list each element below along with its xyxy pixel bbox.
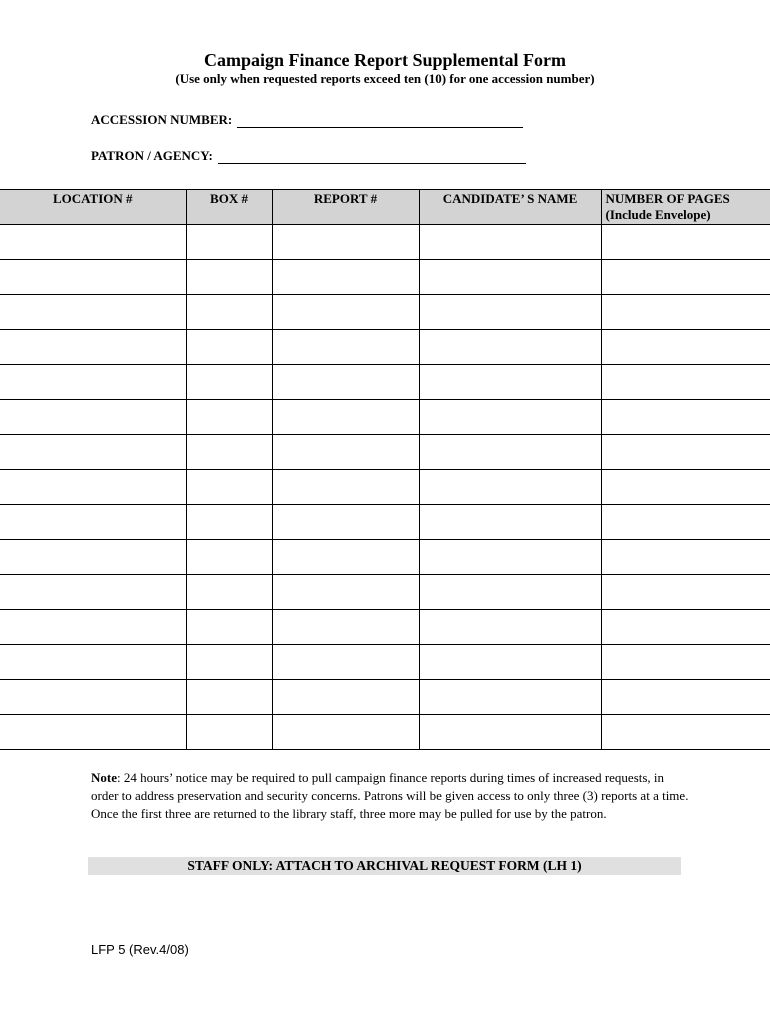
cell-report[interactable] (272, 225, 419, 260)
cell-report[interactable] (272, 505, 419, 540)
cell-candidate-name[interactable] (419, 575, 601, 610)
cell-report[interactable] (272, 295, 419, 330)
cell-number-of-pages[interactable] (601, 715, 770, 750)
cell-candidate-name[interactable] (419, 610, 601, 645)
cell-number-of-pages[interactable] (601, 365, 770, 400)
cell-location[interactable] (0, 400, 186, 435)
cell-box[interactable] (186, 295, 272, 330)
table-row (0, 610, 770, 645)
cell-number-of-pages[interactable] (601, 505, 770, 540)
table-row (0, 540, 770, 575)
table-row (0, 470, 770, 505)
header-candidate-name: CANDIDATE’ S NAME (419, 190, 601, 225)
cell-box[interactable] (186, 715, 272, 750)
table-row (0, 575, 770, 610)
header-number-of-pages-label: NUMBER OF PAGES (605, 191, 730, 206)
form-revision-footer: LFP 5 (Rev.4/08) (91, 942, 189, 957)
cell-report[interactable] (272, 575, 419, 610)
cell-number-of-pages[interactable] (601, 680, 770, 715)
table-row (0, 330, 770, 365)
patron-agency-field (91, 148, 526, 164)
cell-candidate-name[interactable] (419, 435, 601, 470)
cell-location[interactable] (0, 575, 186, 610)
cell-candidate-name[interactable] (419, 470, 601, 505)
cell-location[interactable] (0, 540, 186, 575)
cell-report[interactable] (272, 330, 419, 365)
cell-report[interactable] (272, 610, 419, 645)
cell-location[interactable] (0, 260, 186, 295)
cell-location[interactable] (0, 680, 186, 715)
cell-candidate-name[interactable] (419, 330, 601, 365)
cell-location[interactable] (0, 610, 186, 645)
cell-number-of-pages[interactable] (601, 260, 770, 295)
cell-box[interactable] (186, 365, 272, 400)
patron-agency-label: PATRON / AGENCY: (91, 148, 213, 163)
cell-box[interactable] (186, 470, 272, 505)
table-row (0, 295, 770, 330)
cell-box[interactable] (186, 610, 272, 645)
table-row (0, 645, 770, 680)
cell-number-of-pages[interactable] (601, 470, 770, 505)
cell-number-of-pages[interactable] (601, 575, 770, 610)
cell-report[interactable] (272, 365, 419, 400)
patron-agency-line[interactable] (218, 150, 526, 164)
cell-box[interactable] (186, 400, 272, 435)
table-row (0, 400, 770, 435)
cell-report[interactable] (272, 435, 419, 470)
cell-box[interactable] (186, 645, 272, 680)
cell-location[interactable] (0, 365, 186, 400)
staff-only-banner: STAFF ONLY: ATTACH TO ARCHIVAL REQUEST FORM (LH 1) (88, 857, 681, 875)
table-row (0, 715, 770, 750)
table-row (0, 680, 770, 715)
note-paragraph (91, 769, 691, 823)
cell-number-of-pages[interactable] (601, 225, 770, 260)
accession-number-label: ACCESSION NUMBER: (91, 112, 233, 127)
cell-report[interactable] (272, 680, 419, 715)
cell-candidate-name[interactable] (419, 225, 601, 260)
cell-number-of-pages[interactable] (601, 400, 770, 435)
cell-location[interactable] (0, 225, 186, 260)
header-number-of-pages (601, 190, 770, 225)
form-subtitle: (Use only when requested reports exceed ten (10) for one accession number) (175, 71, 595, 86)
table-body (0, 225, 770, 750)
cell-report[interactable] (272, 540, 419, 575)
cell-number-of-pages[interactable] (601, 610, 770, 645)
accession-number-field (91, 112, 523, 128)
cell-report[interactable] (272, 470, 419, 505)
cell-candidate-name[interactable] (419, 540, 601, 575)
cell-candidate-name[interactable] (419, 295, 601, 330)
cell-number-of-pages[interactable] (601, 645, 770, 680)
cell-location[interactable] (0, 470, 186, 505)
cell-number-of-pages[interactable] (601, 435, 770, 470)
form-title: Campaign Finance Report Supplemental Form (204, 50, 566, 70)
table-row (0, 225, 770, 260)
cell-report[interactable] (272, 400, 419, 435)
note-label: Note (91, 770, 117, 785)
cell-candidate-name[interactable] (419, 365, 601, 400)
cell-location[interactable] (0, 645, 186, 680)
cell-location[interactable] (0, 715, 186, 750)
accession-number-line[interactable] (237, 114, 523, 128)
cell-location[interactable] (0, 505, 186, 540)
cell-box[interactable] (186, 575, 272, 610)
cell-candidate-name[interactable] (419, 400, 601, 435)
note-text: : 24 hours’ notice may be required to pull campaign finance reports during times of increased requests, in order to address preservation and security concerns. Patrons will be given access to only three (3) reports at a time. Once the first three are returned to the library staff, three more may be pulled for use by the patron. (91, 770, 689, 821)
cell-location[interactable] (0, 330, 186, 365)
cell-box[interactable] (186, 435, 272, 470)
header-report: REPORT # (272, 190, 419, 225)
cell-report[interactable] (272, 645, 419, 680)
cell-report[interactable] (272, 715, 419, 750)
cell-number-of-pages[interactable] (601, 330, 770, 365)
header-box: BOX # (186, 190, 272, 225)
cell-location[interactable] (0, 295, 186, 330)
cell-candidate-name[interactable] (419, 715, 601, 750)
header-location: LOCATION # (0, 190, 186, 225)
cell-candidate-name[interactable] (419, 260, 601, 295)
cell-box[interactable] (186, 505, 272, 540)
table-row (0, 505, 770, 540)
report-request-table (0, 189, 770, 750)
cell-number-of-pages[interactable] (601, 295, 770, 330)
cell-box[interactable] (186, 680, 272, 715)
cell-report[interactable] (272, 260, 419, 295)
cell-box[interactable] (186, 260, 272, 295)
cell-box[interactable] (186, 225, 272, 260)
header-number-of-pages-sub: (Include Envelope) (605, 207, 711, 222)
table-row (0, 435, 770, 470)
cell-candidate-name[interactable] (419, 680, 601, 715)
table-header-row (0, 190, 770, 225)
cell-box[interactable] (186, 540, 272, 575)
cell-candidate-name[interactable] (419, 645, 601, 680)
table-row (0, 365, 770, 400)
table-row (0, 260, 770, 295)
cell-box[interactable] (186, 330, 272, 365)
cell-candidate-name[interactable] (419, 505, 601, 540)
cell-location[interactable] (0, 435, 186, 470)
cell-number-of-pages[interactable] (601, 540, 770, 575)
